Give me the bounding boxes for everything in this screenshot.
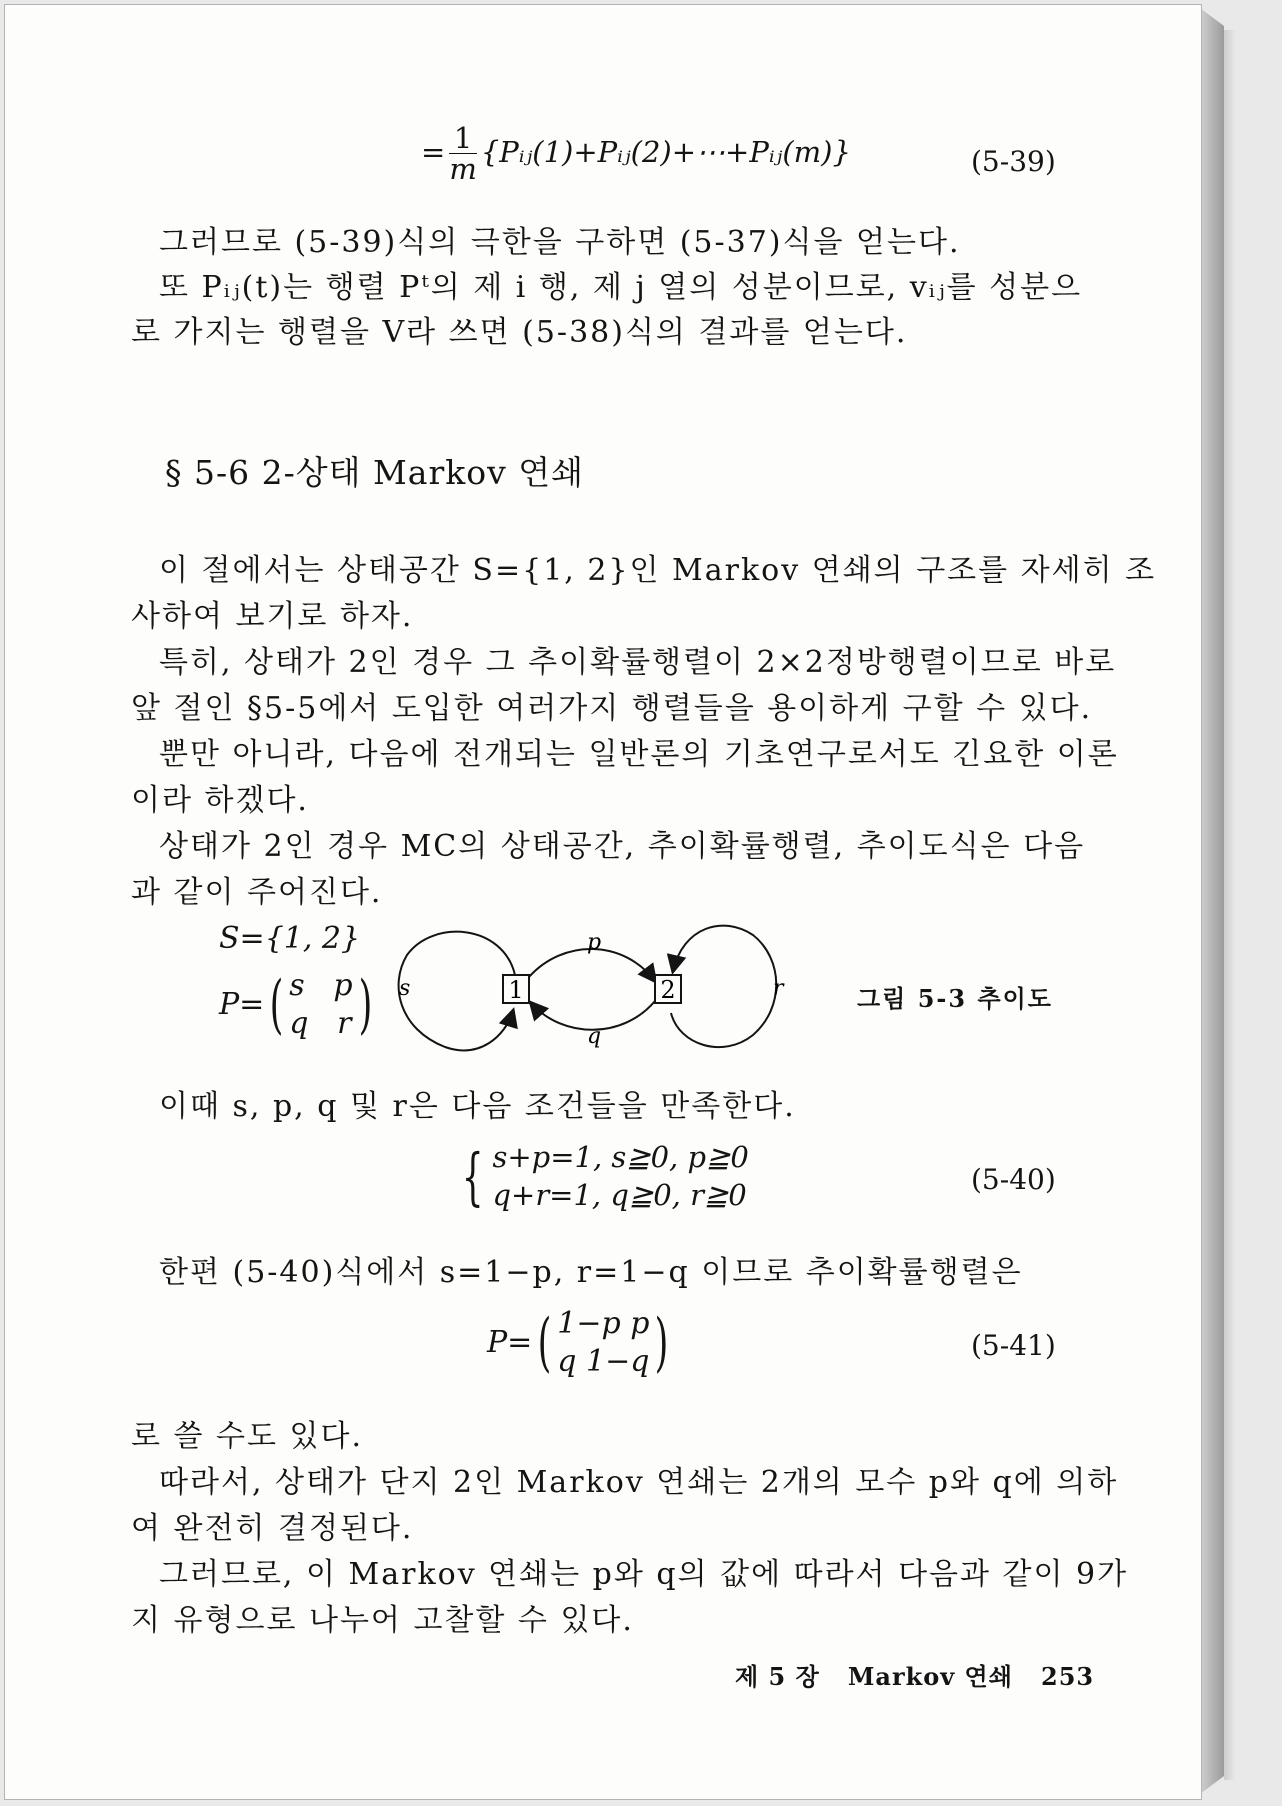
section-heading: § 5-6 2-상태 Markov 연쇄 <box>165 453 585 492</box>
equation-number-5-39: (5-39) <box>971 145 1056 178</box>
right-paren: ) <box>358 967 372 1042</box>
equation-5-40 <box>453 1139 749 1214</box>
transition-matrix <box>219 967 378 1042</box>
self-loop-r <box>671 926 776 1047</box>
matrix-row-1: 1−p p <box>557 1306 650 1341</box>
equation-number-5-40: (5-40) <box>971 1163 1056 1196</box>
condition-lines <box>492 1139 748 1214</box>
equation-body: {Pᵢⱼ(1)+Pᵢⱼ(2)+⋯+Pᵢⱼ(m)} <box>480 134 851 169</box>
matrix-rows <box>557 1305 649 1380</box>
state-space: S={1, 2} <box>219 921 361 956</box>
text-line: 여 완전히 결정된다. <box>131 1511 414 1546</box>
page-footer <box>735 1657 1094 1692</box>
fraction-denominator: m <box>449 152 477 187</box>
node-2-label: 2 <box>660 976 676 1004</box>
matrix-row-2: q 1−q <box>557 1343 650 1379</box>
edge-label-s: s <box>399 976 411 1001</box>
text-line: 뿐만 아니라, 다음에 전개되는 일반론의 기초연구로서도 긴요한 이론 <box>159 737 1119 772</box>
text-line: 이라 하겠다. <box>131 783 309 818</box>
left-paren: ( <box>537 1305 552 1380</box>
text-line: 지 유형으로 나누어 고찰할 수 있다. <box>131 1603 634 1638</box>
equation-prefix: = <box>421 134 446 169</box>
page-number: 253 <box>1041 1662 1095 1691</box>
text-line: 그러므로, 이 Markov 연쇄는 p와 q의 값에 따라서 다음과 같이 9가 <box>159 1557 1129 1592</box>
figure-caption: 그림 5-3 추이도 <box>857 984 1053 1013</box>
text-line: 과 같이 주어진다. <box>131 875 383 910</box>
brace: { <box>461 1140 484 1214</box>
edge-label-p: p <box>587 930 602 955</box>
text-line: 따라서, 상태가 단지 2인 Markov 연쇄는 2개의 모수 p와 q에 의하 <box>159 1465 1119 1500</box>
transition-diagram <box>393 919 793 1059</box>
text-line: 그러므로 (5-39)식의 극한을 구하면 (5-37)식을 얻는다. <box>159 225 961 260</box>
condition-line-1: s+p=1, s≧0, p≧0 <box>492 1140 749 1174</box>
fraction <box>449 123 477 185</box>
page-edge <box>1200 8 1224 1794</box>
page-shadow <box>1224 30 1236 1780</box>
edge-label-q: q <box>587 1024 602 1049</box>
condition-line-2: q+r=1, q≧0, r≧0 <box>492 1177 747 1212</box>
equation-5-39 <box>421 123 851 185</box>
text-line: 특히, 상태가 2인 경우 그 추이확률행렬이 2×2정방행렬이므로 바로 <box>159 645 1117 680</box>
matrix-cells <box>289 967 352 1042</box>
text-line: 앞 절인 §5-5에서 도입한 여러가지 행렬들을 용이하게 구할 수 있다. <box>131 691 1093 726</box>
matrix-cell: p <box>333 968 353 1003</box>
left-paren: ( <box>269 967 284 1042</box>
text-line: 이때 s, p, q 및 r은 다음 조건들을 만족한다. <box>159 1089 796 1124</box>
matrix-label: P= <box>219 987 265 1022</box>
text-line: 한편 (5-40)식에서 s=1−p, r=1−q 이므로 추이확률행렬은 <box>159 1255 1023 1290</box>
matrix-cell: r <box>337 1005 352 1041</box>
book-page <box>4 4 1202 1800</box>
equation-number-5-41: (5-41) <box>971 1329 1056 1362</box>
text-line: 상태가 2인 경우 MC의 상태공간, 추이확률행렬, 추이도식은 다음 <box>159 829 1086 864</box>
matrix-cell: q <box>289 1005 309 1041</box>
text-line: 로 가지는 행렬을 V라 쓰면 (5-38)식의 결과를 얻는다. <box>131 315 908 350</box>
text-line: 로 쓸 수도 있다. <box>131 1419 364 1454</box>
node-1-label: 1 <box>508 976 524 1004</box>
footer-title: Markov 연쇄 <box>847 1662 1013 1691</box>
edge-label-r: r <box>773 976 784 1001</box>
matrix-cell: s <box>289 968 305 1003</box>
footer-chapter: 제 5 장 <box>735 1662 820 1691</box>
text-line: 이 절에서는 상태공간 S={1, 2}인 Markov 연쇄의 구조를 자세히 조 <box>159 553 1157 588</box>
self-loop-s <box>399 932 515 1051</box>
text-line: 사하여 보기로 하자. <box>131 599 414 634</box>
fraction-numerator: 1 <box>449 123 477 154</box>
text-line: 또 Pᵢⱼ(t)는 행렬 Pᵗ의 제 i 행, 제 j 열의 성분이므로, vᵢⱼ를 성분으 <box>159 270 1083 305</box>
equation-5-41 <box>487 1305 674 1380</box>
matrix-label: P= <box>487 1325 533 1360</box>
right-paren: ) <box>655 1305 669 1380</box>
